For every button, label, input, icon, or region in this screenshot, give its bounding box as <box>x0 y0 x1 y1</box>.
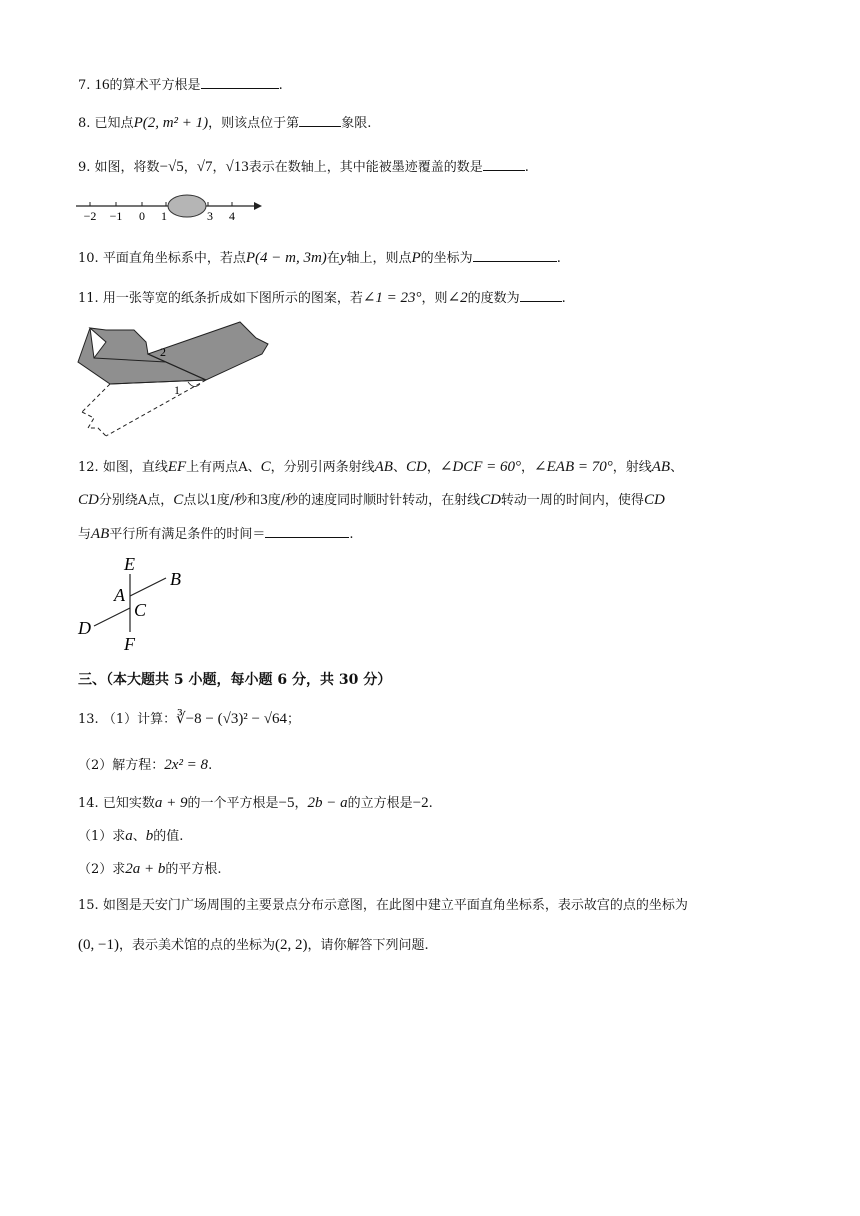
tick-label: 1 <box>161 209 167 223</box>
ray-cd: CD <box>405 459 427 475</box>
question-13-part-1 <box>78 709 300 730</box>
question-number: 11. <box>78 291 99 306</box>
punct: . <box>349 527 354 542</box>
question-12-line-1 <box>78 457 683 478</box>
angle-2: ∠2 <box>447 290 468 306</box>
answer-blank[interactable] <box>520 287 562 302</box>
ray-ab <box>130 578 166 596</box>
tick-label: −2 <box>83 209 97 223</box>
question-text: 用一张等宽的纸条折成如下图所示的图案，若 <box>102 291 363 306</box>
separator: ， <box>183 160 197 175</box>
question-text: 的坐标为 <box>420 251 473 266</box>
ray-cd: CD <box>78 492 99 508</box>
expression: 2b − a <box>307 795 348 811</box>
angle-label-1: 1 <box>174 383 180 397</box>
expression: ∛−8 − (√3)² − √64 <box>176 711 287 727</box>
point-c: C <box>173 492 184 508</box>
question-number: 8. <box>78 116 91 131</box>
question-number: 13. <box>78 712 99 727</box>
text: 与 <box>78 527 92 542</box>
answer-blank[interactable] <box>473 247 557 262</box>
angle-1: ∠1 = 23° <box>362 290 422 306</box>
value: 16 <box>94 77 110 93</box>
part-label: （2）求 <box>78 862 126 877</box>
ray-ab: AB <box>91 526 110 542</box>
rate-1: 1 <box>209 492 217 508</box>
question-11 <box>78 287 566 309</box>
angle-label-2: 2 <box>160 345 166 359</box>
question-text: 表示在数轴上，其中能被墨迹覆盖的数是 <box>248 160 483 175</box>
point-a: A <box>238 460 248 475</box>
text: 、 <box>392 460 406 475</box>
question-12-line-3 <box>78 523 354 545</box>
ray-cd: CD <box>643 492 665 508</box>
question-9 <box>78 156 529 178</box>
answer-blank[interactable] <box>265 523 349 538</box>
question-text: 象限. <box>341 116 372 131</box>
question-number: 7. <box>78 78 91 93</box>
question-number: 15. <box>78 898 99 913</box>
var-a: a <box>125 828 133 844</box>
question-8 <box>78 112 371 134</box>
text: 平行所有满足条件的时间＝ <box>109 527 266 542</box>
text: 、 <box>132 829 146 844</box>
question-number: 14. <box>78 796 99 811</box>
answer-blank[interactable] <box>483 156 525 171</box>
ray-ab: AB <box>651 459 671 475</box>
punct: . <box>556 251 561 266</box>
ray-ab: AB <box>374 459 393 475</box>
question-14 <box>78 793 433 814</box>
text: ， <box>426 460 440 475</box>
question-12-line-2 <box>78 490 665 511</box>
angle-eab: ∠EAB = 70° <box>534 459 613 475</box>
value: −2 <box>412 795 429 811</box>
folded-strip-figure <box>76 318 276 442</box>
value: −5 <box>278 795 295 811</box>
label-d: D <box>78 618 91 638</box>
text: 、 <box>247 460 261 475</box>
question-15-line-1 <box>78 896 688 916</box>
angle-dcf: ∠DCF = 60° <box>439 459 522 475</box>
expression: a + 9 <box>154 795 188 811</box>
coordinate-gallery: (2, 2) <box>274 937 308 953</box>
question-text: ，则该点位于第 <box>208 116 300 131</box>
text: 点， <box>147 493 174 508</box>
question-text: 平面直角坐标系中，若点 <box>102 251 246 266</box>
tick-label: −1 <box>109 209 123 223</box>
question-text: 的算术平方根是 <box>109 78 201 93</box>
text: ， <box>294 796 308 811</box>
text: 度/秒和 <box>216 493 261 508</box>
tick-label: 0 <box>139 209 145 223</box>
tick-label: 4 <box>229 209 235 223</box>
question-7 <box>78 74 283 96</box>
part-label: （1）计算： <box>102 712 177 727</box>
var-b: b <box>145 828 154 844</box>
text: 已知实数 <box>102 796 155 811</box>
rays-figure <box>76 554 196 656</box>
number-1: −√5 <box>159 159 184 175</box>
text: 、 <box>670 460 684 475</box>
text: 上有两点 <box>186 460 239 475</box>
text: 的平方根. <box>165 862 222 877</box>
equation: 2x² = 8 <box>164 757 209 773</box>
text: 度/秒的速度同时顺时针转动，在射线 <box>267 493 481 508</box>
ray-cd: CD <box>480 492 501 508</box>
ray-cd <box>94 608 130 626</box>
question-text: 如图是天安门广场周围的主要景点分布示意图，在此图中建立平面直角坐标系，表示故宫的点的坐标为 <box>102 898 688 913</box>
question-text: 轴上，则点 <box>346 251 412 266</box>
label-a: A <box>114 585 125 605</box>
question-number: 12. <box>78 460 99 475</box>
section-3-title: 三、（本大题共 5 小题，每小题 6 分，共 30 分） <box>78 672 392 688</box>
question-13-part-2 <box>78 755 212 776</box>
arrow-head <box>254 202 262 210</box>
answer-blank[interactable] <box>299 112 341 127</box>
point-name: P <box>411 250 421 266</box>
question-text: 如图，将数 <box>94 160 160 175</box>
point-c: C <box>260 459 271 475</box>
answer-blank[interactable] <box>201 74 279 89</box>
separator: ， <box>212 160 226 175</box>
question-number: 10. <box>78 251 99 266</box>
text: 如图，直线 <box>102 460 168 475</box>
part-label: （2）解方程： <box>78 758 165 773</box>
text: 点以 <box>183 493 210 508</box>
question-text: ，则 <box>421 291 448 306</box>
axis-name: y <box>339 250 347 266</box>
question-10 <box>78 247 561 269</box>
question-15-line-2 <box>78 935 429 956</box>
text: 的立方根是 <box>347 796 413 811</box>
line-ef: EF <box>167 459 187 475</box>
label-e: E <box>124 554 135 574</box>
question-number: 9. <box>78 160 91 175</box>
number-line-figure <box>70 190 270 224</box>
punct: ； <box>287 712 301 727</box>
point-a: A <box>137 493 148 508</box>
text: ，射线 <box>612 460 652 475</box>
question-text: 在 <box>326 251 340 266</box>
text: 的值. <box>153 829 184 844</box>
punct: . <box>278 78 283 93</box>
punct: . <box>561 291 566 306</box>
text: 分别绕 <box>98 493 138 508</box>
punct: . <box>524 160 529 175</box>
label-b: B <box>170 569 181 589</box>
question-text: 的度数为 <box>467 291 520 306</box>
rate-2: 3 <box>260 492 268 508</box>
number-3: √13 <box>225 159 249 175</box>
punct: . <box>208 758 213 773</box>
label-c: C <box>134 600 147 620</box>
text: 转动一周的时间内，使得 <box>500 493 644 508</box>
text: ， <box>521 460 535 475</box>
text: ，请你解答下列问题. <box>307 938 429 953</box>
question-14-part-2 <box>78 859 222 880</box>
coordinate-palace: (0, −1) <box>78 937 119 953</box>
part-label: （1）求 <box>78 829 126 844</box>
punct: . <box>428 796 433 811</box>
text: ，表示美术馆的点的坐标为 <box>118 938 275 953</box>
text: 的一个平方根是 <box>187 796 279 811</box>
point-expression: P(2, m² + 1) <box>133 115 209 131</box>
dashed-outline <box>82 380 206 436</box>
question-14-part-1 <box>78 826 183 847</box>
label-f: F <box>124 634 135 654</box>
point-expression: P(4 − m, 3m) <box>245 250 327 266</box>
tick-label: 3 <box>207 209 213 223</box>
number-2: √7 <box>196 159 213 175</box>
expression: 2a + b <box>125 861 166 877</box>
question-text: 已知点 <box>94 116 134 131</box>
ink-blot <box>168 195 206 217</box>
text: ，分别引两条射线 <box>270 460 375 475</box>
